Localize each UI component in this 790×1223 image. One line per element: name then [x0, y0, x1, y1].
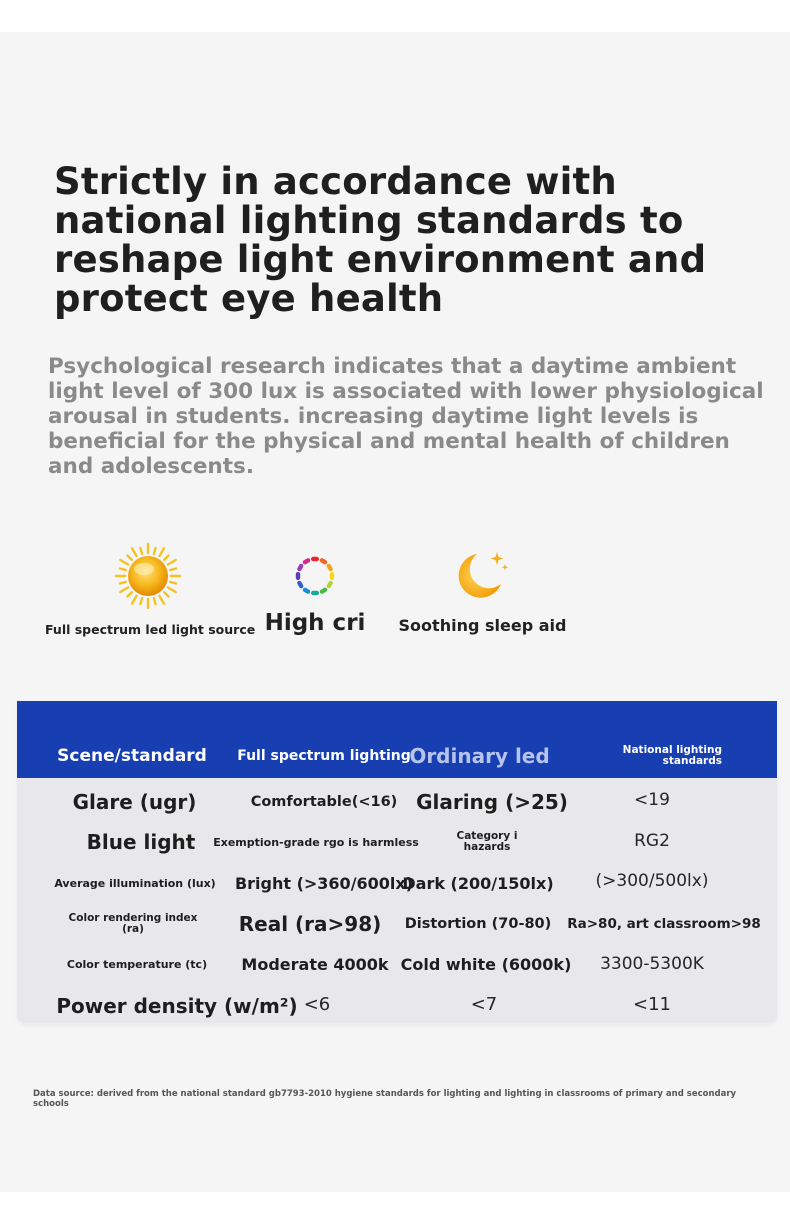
row-cri-label: Color rendering index (ra) [68, 912, 198, 935]
row-illumination-full: Bright (>360/600lx) [234, 873, 414, 893]
row-color-temp-national: 3300-5300K [600, 954, 704, 974]
row-glare-ordinary: Glaring (>25) [416, 790, 568, 814]
feature-label: High cri [264, 610, 366, 636]
color-ring-icon [250, 548, 380, 604]
feature-label: Full spectrum led light source [45, 622, 256, 637]
row-blue-light-full: Exemption-grade rgo is harmless [213, 835, 419, 849]
moon-stars-icon [395, 548, 570, 604]
comparison-table [17, 701, 777, 1023]
row-blue-light-national: RG2 [634, 831, 670, 851]
row-power-density-national: <11 [633, 993, 671, 1015]
data-source-footnote: Data source: derived from the national standard gb7793-2010 hygiene standards for lighting and lighting in classrooms of primary and secondary schools [33, 1089, 737, 1109]
row-illumination-ordinary: Dark (200/150lx) [402, 873, 554, 893]
header-ordinary-led: Ordinary led [409, 744, 550, 768]
feature-label: Soothing sleep aid [398, 616, 567, 635]
feature-sleep-aid [395, 548, 570, 635]
intro-paragraph: Psychological research indicates that a daytime ambient light level of 300 lux is associated with lower physiological arousal in students. increasing daytime light levels is beneficial for the physical and mental health of children and adolescents. [48, 354, 764, 479]
row-glare-label: Glare (ugr) [72, 790, 197, 814]
row-power-density-label: Power density (w/m²) [56, 994, 298, 1018]
row-power-density-ordinary: <7 [470, 993, 498, 1015]
row-glare-full: Comfortable(<16) [250, 794, 398, 810]
feature-high-cri [250, 548, 380, 636]
row-cri-ordinary: Distortion (70-80) [404, 916, 552, 932]
row-color-temp-full: Moderate 4000k [241, 954, 389, 974]
row-cri-full: Real (ra>98) [238, 912, 382, 936]
header-national-standards: National lighting standards [622, 744, 722, 767]
header-full-spectrum: Full spectrum lighting [237, 748, 411, 764]
headline: Strictly in accordance with national lighting standards to reshape light environment and protect eye health [54, 160, 707, 320]
row-illumination-national: (>300/500lx) [595, 871, 709, 891]
row-cri-national: Ra>80, art classroom>98 [567, 916, 761, 932]
row-glare-national: <19 [634, 790, 670, 810]
header-scene-standard: Scene/standard [57, 746, 207, 766]
row-blue-light-ordinary: Category i hazards [456, 830, 518, 853]
row-power-density-full: <6 [303, 993, 331, 1015]
row-illumination-label: Average illumination (lux) [54, 876, 216, 890]
feature-full-spectrum [45, 542, 256, 637]
row-color-temp-ordinary: Cold white (6000k) [400, 954, 572, 974]
row-color-temp-label: Color temperature (tc) [66, 957, 208, 971]
sun-icon [45, 542, 250, 610]
row-blue-light-label: Blue light [86, 830, 196, 854]
